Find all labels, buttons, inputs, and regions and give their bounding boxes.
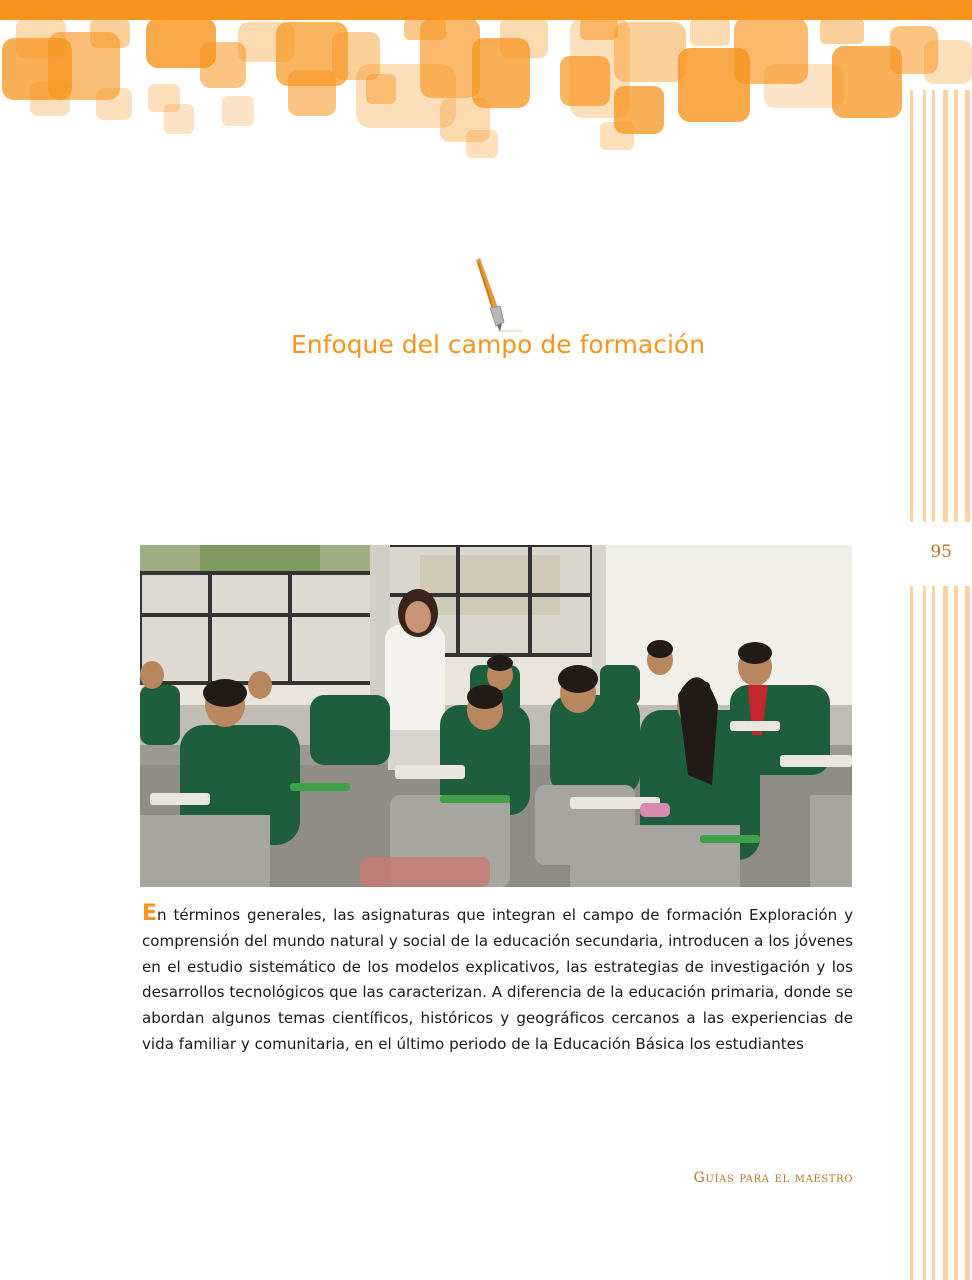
top-color-bar	[0, 0, 972, 20]
page-number: 95	[930, 542, 952, 562]
quill-pen-icon	[466, 256, 526, 336]
decorative-squares-banner	[0, 18, 972, 168]
classroom-photo	[140, 545, 852, 887]
drop-cap: E	[142, 901, 158, 926]
body-paragraph-text: n términos generales, las asignaturas que integran el campo de formación Exploración y comprensión del mundo natural y social de la educación secundaria, introducen a los jóvenes en el estudio sistemático de los modelos explicativos, las estrategias de investigación y los desarrollos tecnológicos que las caracterizan. A diferencia de la educación primaria, donde se abordan algunos temas científicos, históricos y geográficos cercanos a las experiencias de vida familiar y comunitaria, en el último periodo de la Educación Básica los estudiantes	[142, 906, 853, 1053]
body-paragraph	[142, 903, 853, 1058]
section-title: Enfoque del campo de formación	[290, 330, 706, 359]
side-stripes	[910, 90, 972, 1280]
footer-series-title: Guías para el maestro	[693, 1170, 853, 1186]
